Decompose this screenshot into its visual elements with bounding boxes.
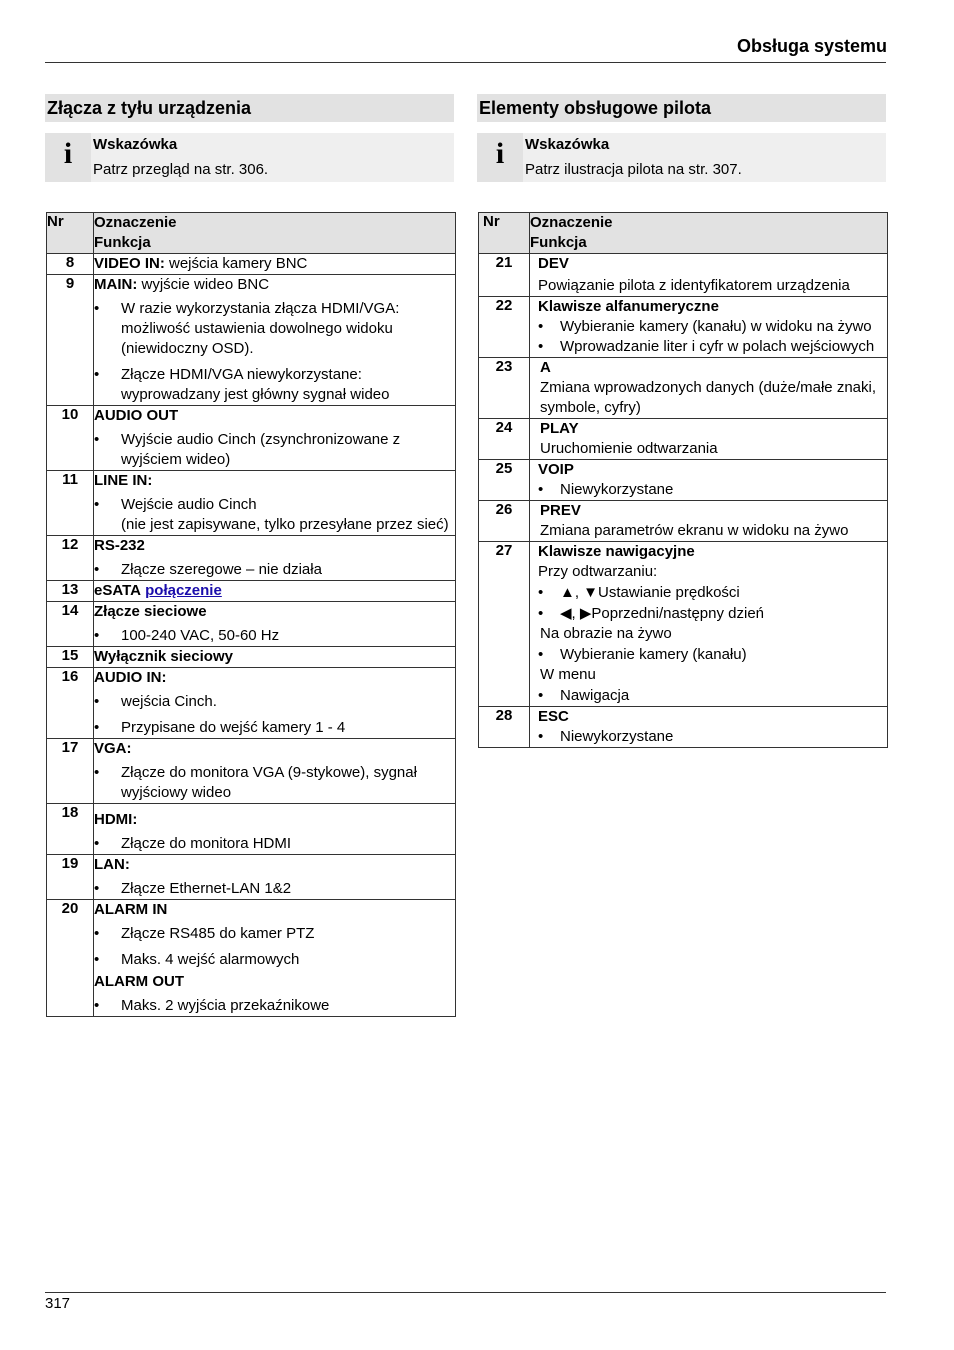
bullet-list [94,560,455,580]
bullet-list [94,879,455,899]
list-item: • wejścia Cinch. [94,692,455,712]
row-nr: 22 [479,297,530,358]
list-item: • Maks. 4 wejść alarmowych [94,950,455,970]
row-label: LINE IN: [94,472,153,489]
row-function [94,254,456,275]
bullet-list [94,430,455,470]
table-header [47,213,456,254]
left-column [45,94,454,182]
row-label: PLAY [540,420,579,437]
row-label: Wyłącznik sieciowy [94,648,233,665]
row-nr: 8 [47,254,94,275]
row-desc: Uruchomienie odtwarzania [540,440,718,457]
row-label: ALARM IN [94,901,168,918]
row-nr: 21 [479,254,530,297]
list-item: • Złącze do monitora HDMI [94,834,455,854]
bullet-list [94,834,455,854]
list-item: • Złącze HDMI/VGA niewykorzystane: wyprowadzany jest główny sygnał wideo [94,365,455,405]
row-nr: 27 [479,542,530,707]
bullet-list [94,924,455,970]
table-row [47,254,456,275]
row-nr: 11 [47,471,94,536]
table-header [479,213,888,254]
table-row [479,254,888,297]
footer-rule [45,1292,886,1293]
row-function [530,254,888,297]
row-function [94,275,456,406]
table-row [47,804,456,855]
list-item: • ▲, ▼Ustawianie prędkości [538,583,887,603]
bullet-list [94,763,455,803]
list-item: • Złącze do monitora VGA (9-stykowe), sygnał wyjściowy wideo [94,763,455,803]
table-row [47,739,456,804]
col-label-header [94,213,456,254]
list-item: • Wybieranie kamery (kanału) w widoku na żywo [538,317,887,337]
row-function [94,739,456,804]
col-nr-header: Nr [47,213,94,254]
section-title-remote-controls: Elementy obsługowe pilota [477,94,886,122]
note-title: Wskazówka [525,136,610,153]
list-item: • Wyjście audio Cinch (zsynchronizowane z wyjściem wideo) [94,430,455,470]
table-row [47,647,456,668]
col-label-header [530,213,888,254]
row-nr: 23 [479,358,530,419]
list-item: • ◀, ▶Poprzedni/następny dzień [538,604,887,624]
table-row [479,297,888,358]
right-column [477,94,886,182]
row-label: eSATA [94,582,141,599]
row-function [530,501,888,542]
list-item: • Nawigacja [538,686,887,706]
list-item: • Przypisane do wejść kamery 1 - 4 [94,718,455,738]
row-desc: Powiązanie pilota z identyfikatorem urządzenia [538,277,850,294]
row-label: DEV [538,255,569,272]
note-text: Patrz ilustracja pilota na str. 307. [525,161,742,178]
row-label: AUDIO OUT [94,407,179,424]
row-function [94,581,456,602]
list-item: • Wejście audio Cinch [94,495,455,515]
row-nr: 20 [47,900,94,1017]
row-label: A [540,359,551,376]
row-function [94,602,456,647]
table-row [47,581,456,602]
row-nr: 26 [479,501,530,542]
col-label: Oznaczenie [94,214,177,231]
row-label: PREV [540,502,581,519]
row-label: AUDIO IN: [94,669,167,686]
row-text: wejścia kamery BNC [164,255,308,272]
live-label: Na obrazie na żywo [540,625,672,642]
row-desc: Zmiana wprowadzonych danych (duże/małe znaki, symbole, cyfry) [540,379,876,416]
note-box [45,133,454,182]
list-item: • Niewykorzystane [538,727,887,747]
row-note: (nie jest zapisywane, tylko przesyłane przez sieć) [121,516,449,533]
row-nr: 9 [47,275,94,406]
row-function [530,297,888,358]
remote-controls-table [478,212,888,748]
row-label: Złącze sieciowe [94,603,207,620]
row-label: Klawisze nawigacyjne [538,543,695,560]
row-function [94,406,456,471]
note-title: Wskazówka [93,136,178,153]
header-rule [45,62,886,63]
col-function: Funkcja [530,234,587,251]
row-function [530,460,888,501]
list-item: • Wybieranie kamery (kanału) [538,645,887,665]
list-item: • Złącze Ethernet-LAN 1&2 [94,879,455,899]
table-row [47,471,456,536]
bullet-list [538,727,887,747]
bullet-list [94,996,455,1016]
row-nr: 13 [47,581,94,602]
row-label: MAIN: [94,276,138,293]
row-nr: 12 [47,536,94,581]
menu-label: W menu [540,666,596,683]
row-function [94,900,456,1017]
connection-link[interactable]: połączenie [145,582,222,599]
info-icon: i [477,133,523,182]
list-item: • Wprowadzanie liter i cyfr w polach wejściowych [538,337,887,357]
playback-label: Przy odtwarzaniu: [538,563,658,580]
list-item: • 100-240 VAC, 50-60 Hz [94,626,455,646]
table-row [47,668,456,739]
table-row [47,602,456,647]
row-nr: 17 [47,739,94,804]
row-nr: 14 [47,602,94,647]
row-function [94,804,456,855]
rear-connectors-table [46,212,456,1017]
col-nr-header: Nr [479,213,530,254]
row-function [530,707,888,748]
row-nr: 25 [479,460,530,501]
row-label: VOIP [538,461,574,478]
note-box [477,133,886,182]
table-row [479,460,888,501]
table-row [47,536,456,581]
table-row [479,501,888,542]
bullet-list [538,480,887,500]
bullet-list [94,299,455,405]
row-nr: 15 [47,647,94,668]
row-nr: 16 [47,668,94,739]
table-row [479,707,888,748]
row-label: ESC [538,708,569,725]
row-nr: 24 [479,419,530,460]
row-label: VGA: [94,740,132,757]
bullet-list [538,317,887,357]
table-row [47,275,456,406]
list-item: • Niewykorzystane [538,480,887,500]
row-label: HDMI: [94,811,138,828]
bullet-list [538,686,887,706]
row-function [94,855,456,900]
row-function [530,358,888,419]
row-function [94,536,456,581]
info-icon: i [45,133,91,182]
section-title-rear-connectors: Złącza z tyłu urządzenia [45,94,454,122]
note-text: Patrz przegląd na str. 306. [93,161,269,178]
row-nr: 10 [47,406,94,471]
row-label: Klawisze alfanumeryczne [538,298,719,315]
list-item: • W razie wykorzystania złącza HDMI/VGA: możliwość ustawienia dowolnego widoku (niewidoczny OSD). [94,299,455,359]
table-row [47,900,456,1017]
row-label-secondary: ALARM OUT [94,973,184,990]
row-function [530,542,888,707]
row-nr: 28 [479,707,530,748]
bullet-list [94,626,455,646]
row-desc: Zmiana parametrów ekranu w widoku na żywo [540,522,849,539]
col-function: Funkcja [94,234,151,251]
row-nr: 19 [47,855,94,900]
row-function [94,471,456,536]
row-label: RS-232 [94,537,145,554]
table-row [479,542,888,707]
table-row [479,358,888,419]
page-number: 317 [45,1295,71,1312]
list-item: • Złącze szeregowe – nie działa [94,560,455,580]
bullet-list [94,495,455,515]
row-function [94,647,456,668]
bullet-list [538,645,887,665]
table-row [47,406,456,471]
table-row [479,419,888,460]
list-item: • Złącze RS485 do kamer PTZ [94,924,455,944]
row-text: wyjście wideo BNC [137,276,270,293]
row-function [530,419,888,460]
page-header-title: Obsługa systemu [736,36,887,56]
table-row [47,855,456,900]
row-nr: 18 [47,804,94,855]
col-label: Oznaczenie [530,214,613,231]
bullet-list [94,692,455,738]
row-label: LAN: [94,856,130,873]
list-item: • Maks. 2 wyjścia przekaźnikowe [94,996,455,1016]
bullet-list [538,583,887,624]
row-label: VIDEO IN: [94,255,165,272]
row-function [94,668,456,739]
